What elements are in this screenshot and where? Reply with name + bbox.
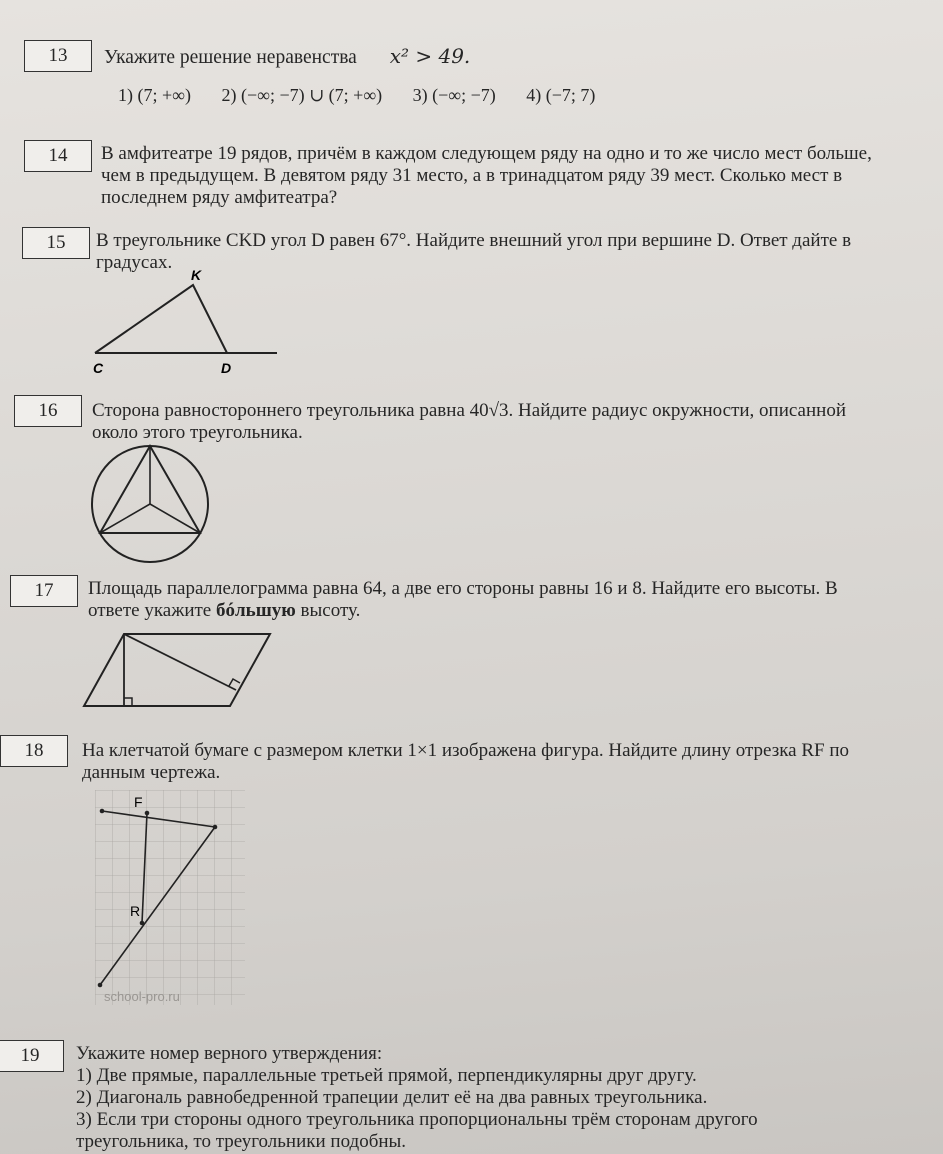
vertex-c-label: C (93, 360, 104, 376)
task-18-line-2: данным чертежа. (82, 762, 221, 783)
right-angle-mark-2 (229, 679, 240, 686)
task-number-14: 14 (24, 140, 92, 172)
task-15-line-1: В треугольнике CKD угол D равен 67°. Найдите внешний угол при вершине D. Ответ дайте в (96, 230, 852, 251)
task-16-line-1: Сторона равностороннего треугольника равна 40√3. Найдите радиус окружности, описанной (92, 400, 846, 421)
task-19-line-5: треугольника, то треугольники подобны. (76, 1131, 407, 1152)
task-17-text (88, 578, 838, 622)
task-14-line-3: последнем ряду амфитеатра? (101, 187, 338, 208)
task-13-options (118, 85, 621, 106)
grid-paper (95, 790, 245, 1005)
task-13-option-3: 3) (−∞; −7) (412, 85, 496, 105)
task-13-prompt: Укажите решение неравенства (104, 47, 357, 68)
task-14-text (101, 143, 872, 209)
task-13-option-2: 2) (−∞; −7) ∪ (7; +∞) (221, 85, 383, 105)
right-angle-mark-1 (124, 698, 132, 706)
task-14-line-1: В амфитеатре 19 рядов, причём в каждом следующем ряду на одно и то же число мест больше, (101, 143, 872, 164)
task-16-line-2: около этого треугольника. (92, 422, 303, 443)
task-16-circle-figure (85, 440, 215, 570)
task-17-emphasis: бóльшую (216, 600, 296, 621)
task-19-line-4: 3) Если три стороны одного треугольника пропорциональны трём сторонам другого (76, 1109, 758, 1130)
task-17-line-2-c: высоту. (295, 600, 361, 621)
triangle-ckd (95, 285, 227, 353)
task-17-line-1: Площадь параллелограмма равна 64, а две его стороны равны 16 и 8. Найдите его высоты. В (88, 578, 838, 599)
task-number-19: 19 (0, 1040, 64, 1072)
task-13-text (104, 45, 470, 69)
watermark: school-pro.ru (104, 989, 180, 1004)
vertex-k-label: K (191, 267, 202, 283)
task-13-option-1: 1) (7; +∞) (118, 85, 191, 105)
task-13-option-4: 4) (−7; 7) (526, 85, 596, 105)
parallelogram (84, 634, 270, 706)
task-number-15: 15 (22, 227, 90, 259)
task-17-parallelogram-figure (80, 628, 280, 713)
point-left (100, 809, 105, 814)
point-f-label: F (134, 794, 143, 810)
task-13-inequality: x² > 49. (389, 44, 471, 68)
task-15-triangle-figure (85, 265, 285, 380)
task-17-line-2-a: ответе укажите (88, 600, 216, 621)
task-18-line-1: На клетчатой бумаге с размером клетки 1×1 изображена фигура. Найдите длину отрезка RF по (82, 740, 849, 761)
point-r-label: R (130, 903, 141, 919)
task-19-line-3: 2) Диагональ равнобедренной трапеции делит её на два равных треугольника. (76, 1087, 708, 1108)
vertex-d-label: D (221, 360, 232, 376)
task-14-line-2: чем в предыдущем. В девятом ряду 31 место, а в тринадцатом ряду 39 мест. Сколько мест в (101, 165, 843, 186)
point-r (140, 921, 145, 926)
point-right (213, 825, 218, 830)
task-19-text (76, 1043, 758, 1153)
task-number-18: 18 (0, 735, 68, 767)
height-to-side (124, 634, 236, 690)
task-17-line-2 (88, 600, 838, 622)
task-number-16: 16 (14, 395, 82, 427)
point-f (145, 811, 150, 816)
task-19-line-2: 1) Две прямые, параллельные третьей прямой, перпендикулярны друг другу. (76, 1065, 697, 1086)
task-18-grid-figure (90, 785, 250, 1015)
task-16-text (92, 400, 846, 444)
point-bottom (98, 983, 103, 988)
task-15-line-2: градусах. (96, 252, 173, 273)
task-number-17: 17 (10, 575, 78, 607)
task-number-13: 13 (24, 40, 92, 72)
task-18-text (82, 740, 849, 784)
task-19-line-1: Укажите номер верного утверждения: (76, 1043, 383, 1064)
